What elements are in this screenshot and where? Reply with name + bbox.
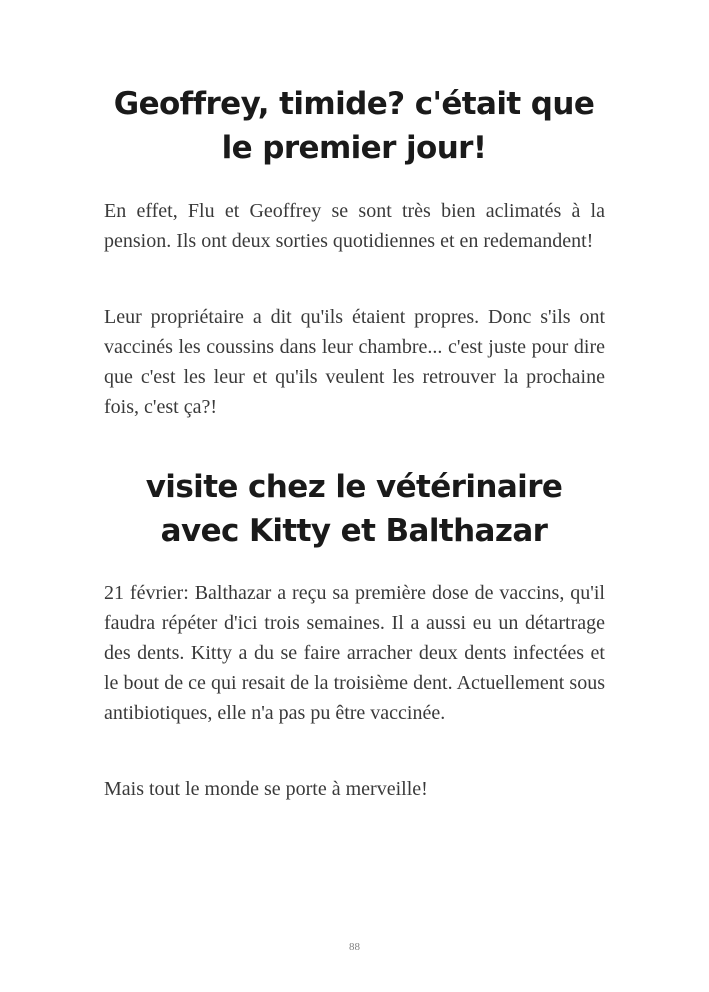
page-number: 88 [349, 941, 360, 953]
paragraph-proprietaire: Leur propriétaire a dit qu'ils étaient propres. Donc s'ils ont vaccinés les coussins dans leur chambre... c'est juste pour dire que c'est les leur et qu'ils veulent les retrouver la prochaine fois, c'est ça?! [104, 306, 605, 418]
section-heading-veterinaire: visite chez le vétérinaire avec Kitty et Balthazar [145, 469, 563, 549]
paragraph-merveille: Mais tout le monde se porte à merveille! [104, 778, 428, 800]
paragraph-pension: En effet, Flu et Geoffrey se sont très bien aclimatés à la pension. Ils ont deux sorties quotidiennes et en redemandent! [104, 200, 605, 252]
section-heading-geoffrey: Geoffrey, timide? c'était que le premier jour! [113, 86, 595, 166]
paragraph-vaccins: 21 février: Balthazar a reçu sa première dose de vaccins, qu'il faudra répéter d'ici trois semaines. Il a aussi eu un détartrage des dents. Kitty a du se faire arracher deux dents infectées et le bout de ce qui resait de la troisième dent. Actuellement sous antibiotiques, elle n'a pas pu être vaccinée. [104, 582, 605, 724]
